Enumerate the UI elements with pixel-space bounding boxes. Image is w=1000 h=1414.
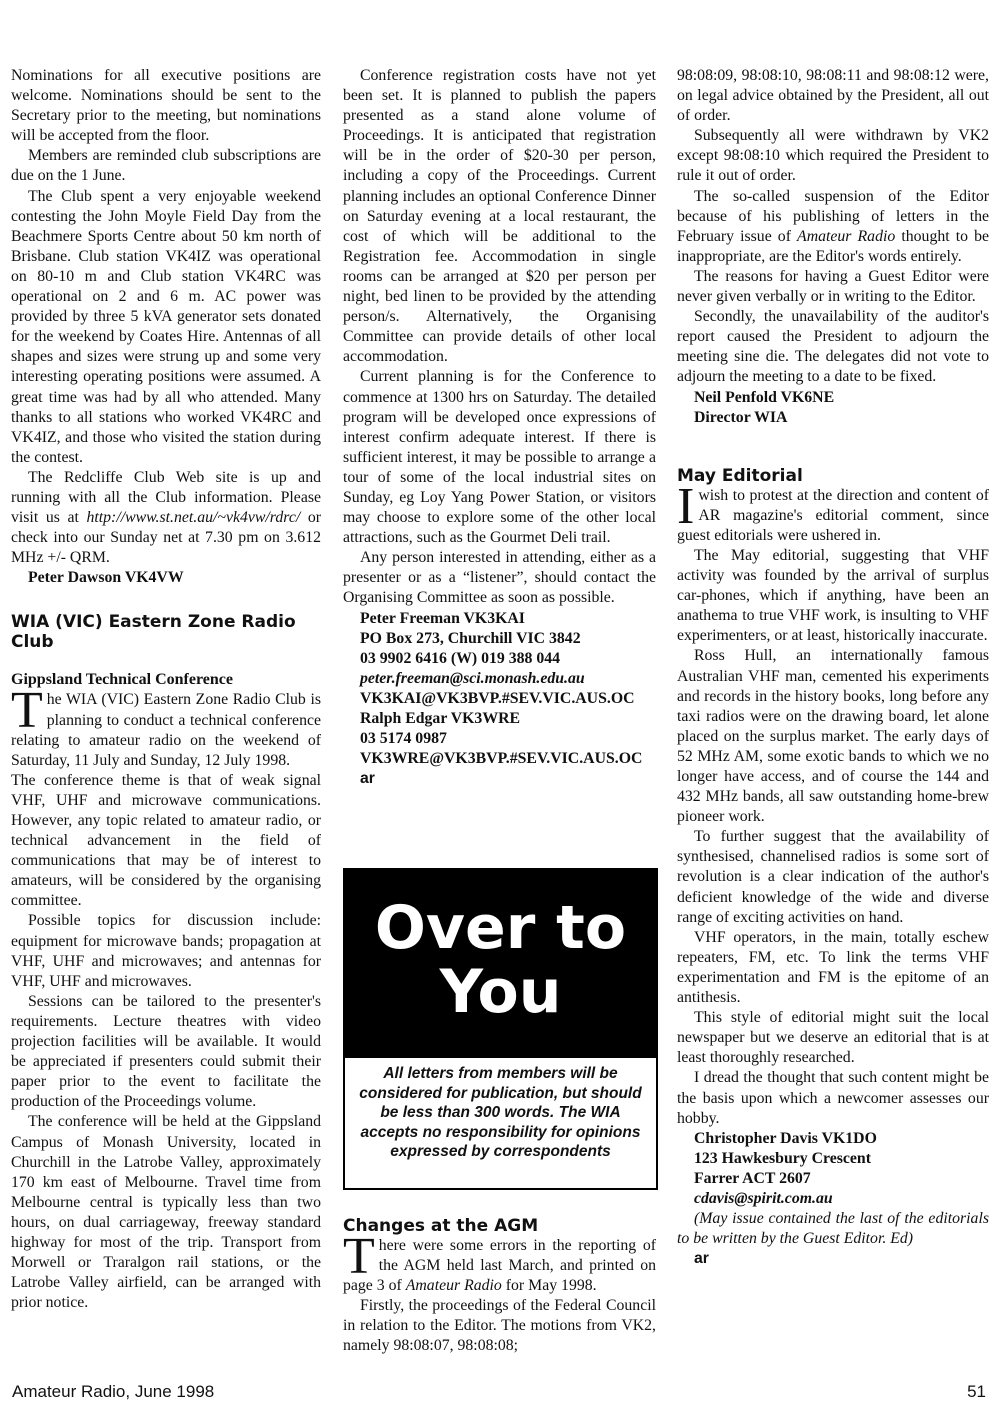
paragraph: Conference registration costs have not yet been set. It is planned to publish the papers presented as a stand alone volume of Proceedings. It is anticipated that registration will be in the order of $20-30 per person, including a copy of the Proceedings. Current planning includes an optional Conference Dinner on Saturday evening at a local restaurant, the cost of which will be additional to the Registration fee. Accommodation in single rooms can be arranged at $20 per person per night, bed linen to be provided by the attending person/s. Alternatively, the Organising Committee can provide details of other local accommodation. xyxy=(343,67,656,366)
page-number: 51 xyxy=(967,1382,986,1401)
paragraph: Firstly, the proceedings of the Federal Council in relation to the Editor. The motions from VK2, namely 98:08:07, 98:08:08; xyxy=(343,1297,656,1355)
contact-line: 03 5174 0987 xyxy=(360,730,447,748)
paragraph: This style of editorial might suit the local newspaper but we deserve an editorial that is at least thoroughly researched. xyxy=(677,1009,989,1067)
paragraph: Members are reminded club subscriptions are due on the 1 June. xyxy=(11,147,321,185)
section-heading: WIA (VIC) Eastern Zone Radio Club xyxy=(11,612,296,653)
paragraph: The so-called suspension of the Editor because of his publishing of letters in the February issue of Amateur Radio thought to be inappropriate, are the Editor's words entirely. xyxy=(677,187,990,265)
footer-publication: Amateur Radio, June 1998 xyxy=(12,1382,215,1401)
end-mark: ar xyxy=(360,770,375,788)
paragraph: The Redcliffe Club Web site is up and running with all the Club information. Please visit us at http://www.st.net.au/~vk4vw/rdrc/ or check into our Sunday net at 7.30 pm on 3.612 MHz +/- QRM. xyxy=(11,468,321,567)
column-3 xyxy=(677,66,989,1269)
contact-line: VK3WRE@VK3BVP.#SEV.VIC.AUS.OC xyxy=(360,750,643,768)
author-signature: Neil Penfold VK6NE xyxy=(694,388,835,406)
section-heading: May Editorial xyxy=(677,465,803,486)
paragraph: Subsequently all were withdrawn by VK2 except 98:08:10 which required the President to rule it out of order. xyxy=(677,127,989,185)
paragraph: Current planning is for the Conference to commence at 1300 hrs on Saturday. The detailed program will be developed once expressions of interest confirm adequate interest. If there is sufficient interest, it may be possible to arrange a tour of some of the local industrial sites on Sunday, eg Loy Yang Power Station, or visitors may choose to explore some of the other local attractions, such as the Gourmet Deli trail. xyxy=(343,368,656,547)
paragraph: VHF operators, in the main, totally eschew repeaters, FM, etc. To link the terms VHF experimentation and FM is the epitome of an antithesis. xyxy=(677,928,989,1007)
contact-line: VK3KAI@VK3BVP.#SEV.VIC.AUS.OC xyxy=(360,689,635,707)
editor-note: (May issue contained the last of the editorials to be written by the Guest Editor. Ed) xyxy=(677,1210,989,1248)
paragraph: 98:08:09, 98:08:10, 98:08:11 and 98:08:12 were, on legal advice obtained by the President, all out of order. xyxy=(677,67,989,125)
author-address: 123 Hawkesbury Crescent xyxy=(694,1149,871,1167)
author-email[interactable]: cdavis@spirit.com.au xyxy=(694,1189,833,1207)
paragraph: Iwish to protest at the direction and content of AR magazine's editorial comment, since guest editorials were ushered in. xyxy=(677,477,989,544)
column-2 xyxy=(343,66,656,789)
subheading: Gippsland Technical Conference xyxy=(11,671,233,689)
paragraph: Ross Hull, an internationally famous Australian VHF man, cemented his experiments and records in the history books, long before any taxi radios were on the drawing board, let alone placed on the surplus market. The early days of 52 MHz AM, some exotic bands to which we no longer have access, and of course the 144 and 432 MHz bands, all saw outstanding home-brew pioneer work. xyxy=(677,647,989,826)
author-address: Farrer ACT 2607 xyxy=(694,1169,811,1187)
club-url-link[interactable]: http://www.st.net.au/~vk4vw/rdrc/ xyxy=(86,509,301,527)
paragraph: To further suggest that the availability of synthesised, channelised radios is some sort of revolution is a clear indication of the author's deficient knowledge of the wide and diverse range of exciting activities on hand. xyxy=(677,828,989,926)
column-2-lower xyxy=(343,1216,656,1357)
paragraph: The WIA (VIC) Eastern Zone Radio Club is planning to conduct a technical conference relating to amateur radio on the weekend of Saturday, 11 July and Sunday, 12 July 1998. xyxy=(11,682,321,769)
paragraph: Possible topics for discussion include: equipment for microwave bands; propagation at VHF, UHF and microwaves; and antennas for VHF, UHF and microwaves. xyxy=(11,912,321,990)
paragraph: The Club spent a very enjoyable weekend contesting the John Moyle Field Day from the Beachmere Sports Centre about 50 km north of Brisbane. Club station VK4IZ was operational on 80-10 m and Club station VK4RC was operational on 2 and 6 m. AC power was provided by three 5 kVA generator sets donated for the weekend by Coates Hire. Antennas of all shapes and sizes were strung up and some very interesting operating positions were assumed. A great time was had by all who attended. Many thanks to all stations who worked VK4RC and VK4IZ, and those who visited the station during the contest. xyxy=(11,187,321,466)
paragraph: The conference will be held at the Gippsland Campus of Monash University, located in Churchill in the Latrobe Valley, approximately 170 km east of Melbourne. Travel time from Melbourne central is typically less than two hours, on dual carriageway, freeway standard highway for most of the trip. Transport from Morwell or Traralgon rail stations, or the Latrobe Valley airfield, can be arranged with prior notice. xyxy=(11,1113,321,1312)
section-heading: Changes at the AGM xyxy=(343,1216,539,1236)
column-1 xyxy=(11,66,321,1313)
box-notice: All letters from members will be considered for publication, but should be less than 300 words. The WIA accepts no responsibility for opinions expressed by correspondents xyxy=(359,1065,642,1161)
paragraph: Any person interested in attending, either as a presenter or as a “listener”, should contact the Organising Committee as soon as possible. xyxy=(343,549,656,607)
author-signature: Peter Dawson VK4VW xyxy=(28,569,184,587)
drop-cap: T xyxy=(11,682,43,740)
drop-cap: I xyxy=(677,477,695,535)
contact-line: 03 9902 6416 (W) 019 388 044 xyxy=(360,649,561,667)
paragraph: I dread the thought that such content might be the basis upon which a newcomer assesses our hobby. xyxy=(677,1069,989,1127)
paragraph: Sessions can be tailored to the presenter's requirements. Lecture theatres with video projection facilities will be available. It would be appreciated if presenters could submit their paper prior to the event to facilitate the production of the Proceedings volume. xyxy=(11,992,321,1111)
drop-cap: T xyxy=(343,1228,375,1285)
box-title: Over to You xyxy=(345,870,656,1058)
author-signature: Christopher Davis VK1DO xyxy=(694,1129,877,1147)
over-to-you-box xyxy=(343,868,658,1190)
paragraph: The May editorial, suggesting that VHF activity was founded by the arrival of surplus car-phones, which if anything, have been an anathema to true VHF work, is insulting to VHF experimenters, or at least, historically inaccurate. xyxy=(677,546,989,645)
contact-line: Ralph Edgar VK3WRE xyxy=(360,710,521,727)
contact-email[interactable]: peter.freeman@sci.monash.edu.au xyxy=(360,669,585,687)
paragraph: Secondly, the unavailability of the auditor's report caused the President to adjourn the meeting sine die. The delegates did not vote to adjourn the meeting to a date to be fixed. xyxy=(677,308,989,386)
paragraph: The conference theme is that of weak signal VHF, UHF and microwave communications. However, any topic related to amateur radio, or technical advancement in the field of communications that may be of interest to amateurs, will be considered by the organising committee. xyxy=(11,771,321,910)
end-mark: ar xyxy=(694,1250,709,1268)
contact-line: Peter Freeman VK3KAI xyxy=(360,609,525,627)
contact-line: PO Box 273, Churchill VIC 3842 xyxy=(360,629,581,647)
paragraph: The reasons for having a Guest Editor were never given verbally or in writing to the Editor. xyxy=(677,267,989,306)
paragraph: Nominations for all executive positions are welcome. Nominations should be sent to the Secretary prior to the meeting, but nominations will be accepted from the floor. xyxy=(11,67,321,145)
paragraph: There were some errors in the reporting of the AGM held last March, and printed on page 3 of Amateur Radio for May 1998. xyxy=(343,1228,656,1295)
author-title: Director WIA xyxy=(694,408,788,426)
